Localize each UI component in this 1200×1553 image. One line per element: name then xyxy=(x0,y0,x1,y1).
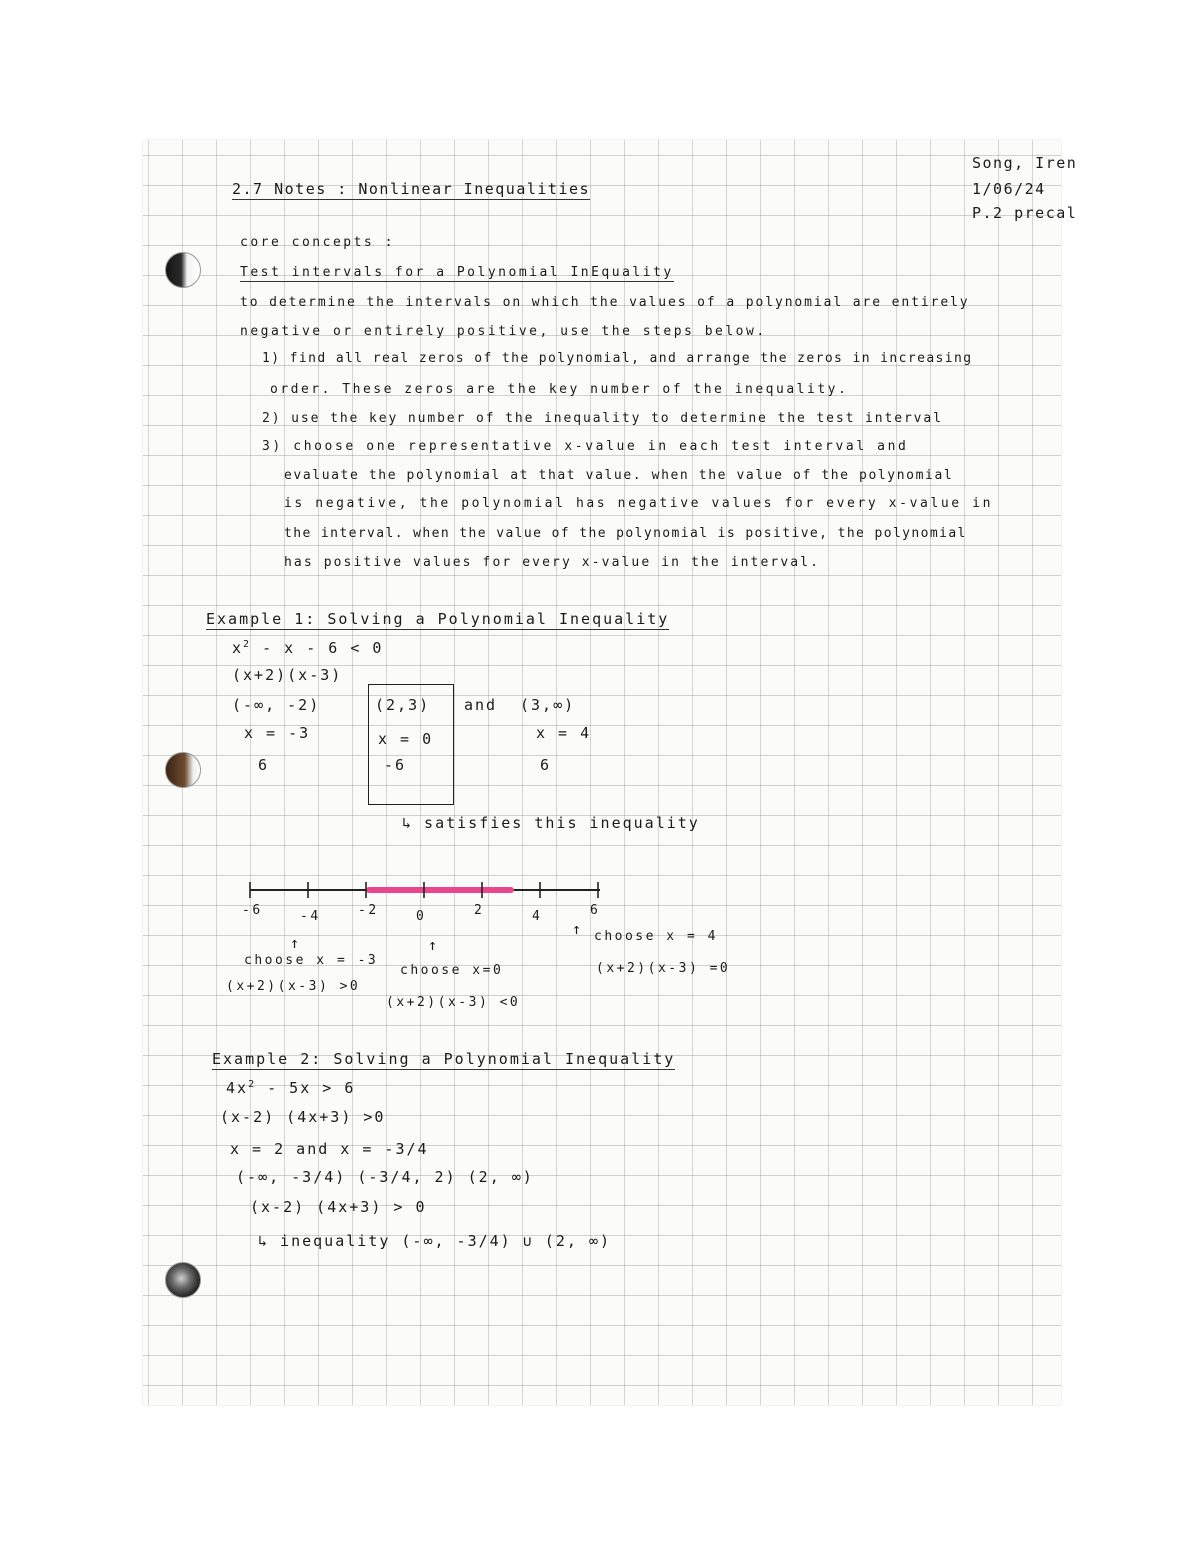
example2-equation xyxy=(226,1080,355,1096)
interval-b: (2,3) xyxy=(375,696,431,714)
number-line xyxy=(230,870,630,916)
core-line: evaluate the polynomial at that value. when the value of the polynomial xyxy=(284,468,954,483)
binder-hole-bottom xyxy=(165,1262,201,1298)
arrow-b: ↑ xyxy=(428,936,440,954)
result-c: 6 xyxy=(540,756,552,774)
eq-base: x xyxy=(232,639,244,657)
choose-c: choose x = 4 xyxy=(594,929,718,944)
example1-title: Example 1: Solving a Polynomial Inequality xyxy=(206,610,670,628)
choose-result-a: (x+2)(x-3) >0 xyxy=(226,979,361,994)
arrow-a: ↑ xyxy=(290,934,302,952)
core-line: the interval. when the value of the polynomial is positive, the polynomial xyxy=(284,526,967,541)
core-line: negative or entirely positive, use the steps below. xyxy=(240,324,767,339)
example1-equation xyxy=(232,640,383,656)
eq2-base: 4x xyxy=(226,1079,249,1097)
interval-and: and xyxy=(464,696,498,714)
choose-result-b: (x+2)(x-3) <0 xyxy=(386,995,521,1010)
eq-rest: - x - 6 < 0 xyxy=(251,639,384,657)
number-line-tick-label: -4 xyxy=(300,909,321,924)
number-line-tick-label: -2 xyxy=(358,903,379,918)
core-line: 2) use the key number of the inequality to determine the test interval xyxy=(262,411,943,426)
interval-c: (3,∞) xyxy=(520,696,576,714)
number-line-tick-label: 0 xyxy=(416,909,427,924)
satisfies-note: ↳ satisfies this inequality xyxy=(402,814,700,832)
test-value-b: x = 0 xyxy=(378,730,434,748)
interval-a: (-∞, -2) xyxy=(232,696,321,714)
test-value-c: x = 4 xyxy=(536,724,592,742)
core-line: 1) find all real zeros of the polynomial, and arrange the zeros in increasing xyxy=(262,351,973,366)
choose-result-c: (x+2)(x-3) =0 xyxy=(596,961,731,976)
student-name: Song, Iren xyxy=(972,154,1078,172)
solution-box xyxy=(368,684,454,805)
arrow-c: ↑ xyxy=(572,920,584,938)
core-line: to determine the intervals on which the values of a polynomial are entirely xyxy=(240,295,970,310)
eq2-exponent: 2 xyxy=(248,1079,257,1090)
example2-check: (x-2) (4x+3) > 0 xyxy=(250,1198,427,1216)
core-line: order. These zeros are the key number of the inequality. xyxy=(270,382,849,397)
example2-factored: (x-2) (4x+3) >0 xyxy=(220,1108,386,1126)
test-value-a: x = -3 xyxy=(244,724,311,742)
eq-exponent: 2 xyxy=(243,639,252,650)
choose-b: choose x=0 xyxy=(400,963,504,978)
core-subheading: Test intervals for a Polynomial InEquality xyxy=(240,265,674,280)
page-title: 2.7 Notes : Nonlinear Inequalities xyxy=(232,180,591,198)
core-line: is negative, the polynomial has negative values for every x-value in xyxy=(284,496,994,511)
number-line-tick-label: 6 xyxy=(590,903,601,918)
core-line: has positive values for every x-value in the interval. xyxy=(284,555,821,570)
result-b: -6 xyxy=(384,756,407,774)
number-line-tick-label: 4 xyxy=(532,909,543,924)
core-line: 3) choose one representative x-value in each test interval and xyxy=(262,439,909,454)
choose-a: choose x = -3 xyxy=(244,953,379,968)
binder-hole-top xyxy=(165,252,201,288)
eq2-rest: - 5x > 6 xyxy=(256,1079,356,1097)
example2-intervals: (-∞, -3/4) (-3/4, 2) (2, ∞) xyxy=(236,1168,534,1186)
example2-answer: ↳ inequality (-∞, -3/4) ∪ (2, ∞) xyxy=(258,1232,611,1250)
number-line-tick-label: 2 xyxy=(474,903,485,918)
binder-hole-middle xyxy=(165,752,201,788)
core-heading: core concepts : xyxy=(240,235,395,250)
example1-factored: (x+2)(x-3) xyxy=(232,666,343,684)
example2-zeros: x = 2 and x = -3/4 xyxy=(230,1140,429,1158)
date: 1/06/24 xyxy=(972,180,1046,198)
class-period: P.2 precal xyxy=(972,204,1078,222)
result-a: 6 xyxy=(258,756,270,774)
number-line-tick-label: -6 xyxy=(242,903,263,918)
example2-title: Example 2: Solving a Polynomial Inequality xyxy=(212,1050,676,1068)
